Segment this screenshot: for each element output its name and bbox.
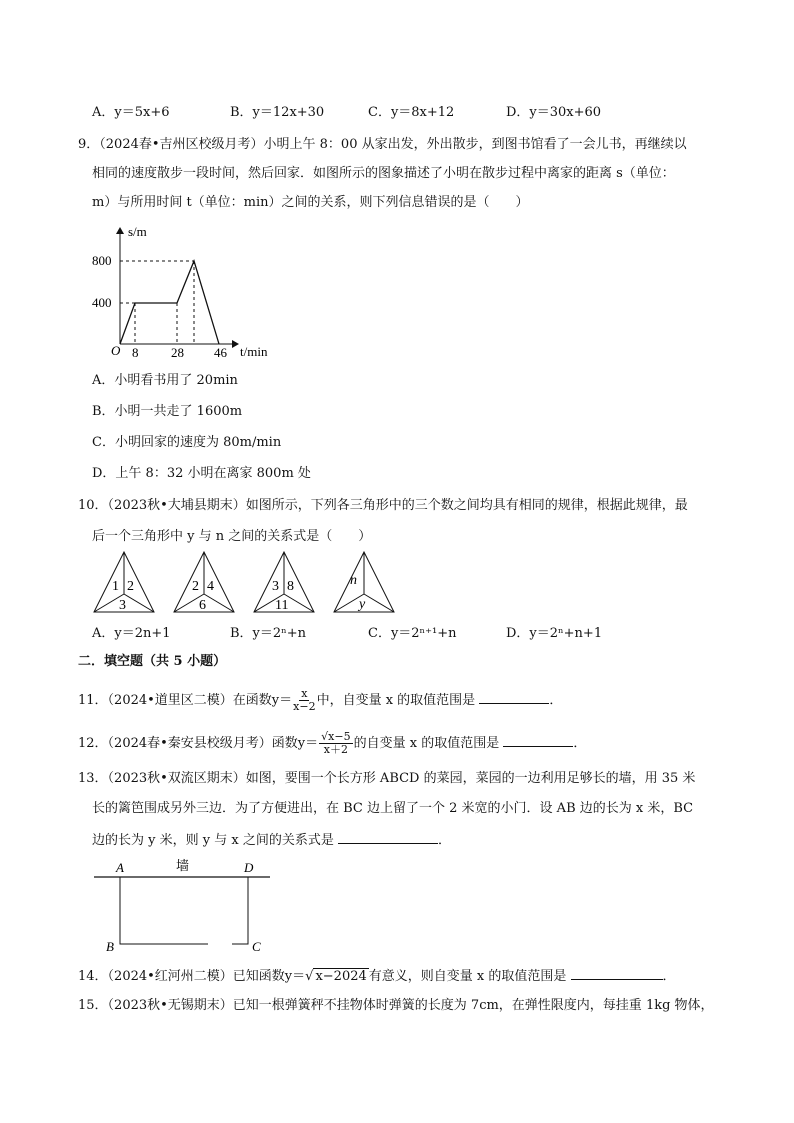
q14-answer-blank[interactable]	[571, 966, 663, 980]
q12-numerator: √x−5	[321, 730, 351, 743]
q11-prefix: 11．（2024•道里区二模）在函数	[78, 693, 272, 708]
q14-y: y＝	[284, 969, 306, 984]
q14	[78, 966, 676, 986]
triangle-patterns	[92, 550, 422, 616]
triangle-2-left: 2	[192, 579, 199, 594]
q11-answer-blank[interactable]	[479, 690, 549, 704]
q13-text-line-2: 长的篱笆围成另外三边．为了方便进出，在 BC 边上留了一个 2 米宽的小门．设 AB 边的长为 x 米，BC	[92, 801, 694, 816]
distance-time-graph	[88, 222, 298, 364]
triangle-3-bottom: 11	[275, 598, 289, 613]
q8-option-c: C．y＝8x+12	[368, 105, 455, 120]
q12-y: y＝	[297, 736, 319, 751]
y-tick-800: 800	[92, 253, 112, 268]
q11	[78, 688, 562, 713]
q13-period: ．	[437, 833, 451, 848]
origin-label: O	[111, 343, 121, 358]
q9-text-line-2: 相同的速度散步一段时间，然后回家．如图所示的图象描述了小明在散步过程中离家的距离 s（单位：	[92, 166, 675, 181]
q11-denominator: x−2	[293, 700, 316, 713]
q10-option-d: D．y＝2ⁿ+n+1	[506, 626, 603, 641]
y-axis-label: s/m	[128, 224, 147, 239]
label-d: D	[244, 860, 254, 875]
triangle-1-bottom: 3	[119, 598, 126, 613]
triangle-4-left: n	[350, 573, 357, 588]
q11-fraction	[293, 688, 315, 713]
q12-suffix: 的自变量 x 的取值范围是	[353, 736, 500, 751]
label-b: B	[106, 939, 114, 954]
triangle-4-bottom: y	[359, 597, 366, 612]
fence-right-bottom	[232, 877, 248, 944]
triangle-3-right: 8	[287, 579, 294, 594]
q8-option-b: B．y＝12x+30	[230, 105, 325, 120]
x-axis-label: t/min	[240, 344, 268, 359]
q10-text-line-1: 10．（2023秋•大埔县期末）如图所示，下列各三角形中的三个数之间均具有相同的规律，根据此规律，最	[78, 498, 688, 513]
label-a: A	[116, 860, 124, 875]
q11-y: y＝	[271, 693, 293, 708]
q12-denominator: x＋2	[323, 743, 348, 756]
q9-option-b: B．小明一共走了 1600m	[92, 404, 243, 419]
q12	[78, 731, 586, 756]
q10-option-b: B．y＝2ⁿ+n	[230, 626, 307, 641]
q9-text-line-3: m）与所用时间 t（单位：min）之间的关系，则下列信息错误的是（ ）	[92, 195, 529, 210]
q11-period: ．	[549, 693, 563, 708]
q12-period: ．	[573, 736, 587, 751]
q13-line-3-text: 边的长为 y 米，则 y 与 x 之间的关系式是	[92, 833, 334, 848]
q12-prefix: 12．（2024春•秦安县校级月考）函数	[78, 736, 298, 751]
x-tick-46: 46	[214, 345, 227, 360]
triangle-2-right: 4	[207, 579, 214, 594]
q8-option-d: D．y＝30x+60	[506, 105, 602, 120]
garden-diagram	[90, 855, 280, 955]
q9-option-d: D．上午 8：32 小明在离家 800m 处	[92, 466, 311, 481]
q10-option-a: A．y＝2n+1	[92, 626, 171, 641]
q8-option-a: A．y＝5x+6	[92, 105, 170, 120]
triangle-3-left: 3	[272, 579, 279, 594]
sqrt-symbol: √	[305, 969, 314, 984]
q9-option-a: A．小明看书用了 20min	[92, 373, 238, 388]
triangle-2-bottom: 6	[199, 598, 206, 613]
q12-answer-blank[interactable]	[503, 733, 573, 747]
q14-prefix: 14．（2024•红河州二模）已知函数	[78, 969, 285, 984]
q13-answer-blank[interactable]	[338, 830, 438, 844]
distance-line	[120, 261, 219, 344]
q11-suffix: 中，自变量 x 的取值范围是	[316, 693, 476, 708]
y-tick-400: 400	[92, 295, 112, 310]
triangle-1-right: 2	[127, 579, 134, 594]
label-wall: 墙	[176, 858, 190, 873]
q10-text-line-2: 后一个三角形中 y 与 n 之间的关系式是（ ）	[92, 529, 372, 544]
q15-text-line-1: 15．（2023秋•无锡期末）已知一根弹簧秤不挂物体时弹簧的长度为 7cm，在弹性限度内，每挂重 1kg 物体，	[78, 998, 714, 1013]
q9-text-line-1: 9．（2024春•吉州区校级月考）小明上午 8：00 从家出发，外出散步，到图书馆看了一会儿书，再继续以	[78, 137, 687, 152]
section-title: 二．填空题（共 5 小题）	[78, 654, 227, 669]
q13-text-line-1: 13．（2023秋•双流区期末）如图，要围一个长方形 ABCD 的菜园，菜园的一边利用足够长的墙，用 35 米	[78, 771, 696, 786]
q9-option-c: C．小明回家的速度为 80m/min	[92, 435, 282, 450]
q13-text-line-3	[92, 830, 451, 850]
q14-suffix: 有意义，则自变量 x 的取值范围是	[368, 969, 567, 984]
q11-numerator: x	[301, 687, 308, 700]
q14-radicand: x−2024	[315, 969, 367, 984]
q10-option-c: C．y＝2ⁿ⁺¹+n	[368, 626, 457, 641]
x-tick-8: 8	[132, 345, 139, 360]
q12-fraction	[319, 731, 352, 756]
fence-left-bottom	[120, 877, 208, 944]
triangle-1-left: 1	[112, 579, 119, 594]
label-c: C	[252, 939, 261, 954]
x-tick-28: 28	[171, 345, 184, 360]
q14-period: ．	[662, 969, 676, 984]
